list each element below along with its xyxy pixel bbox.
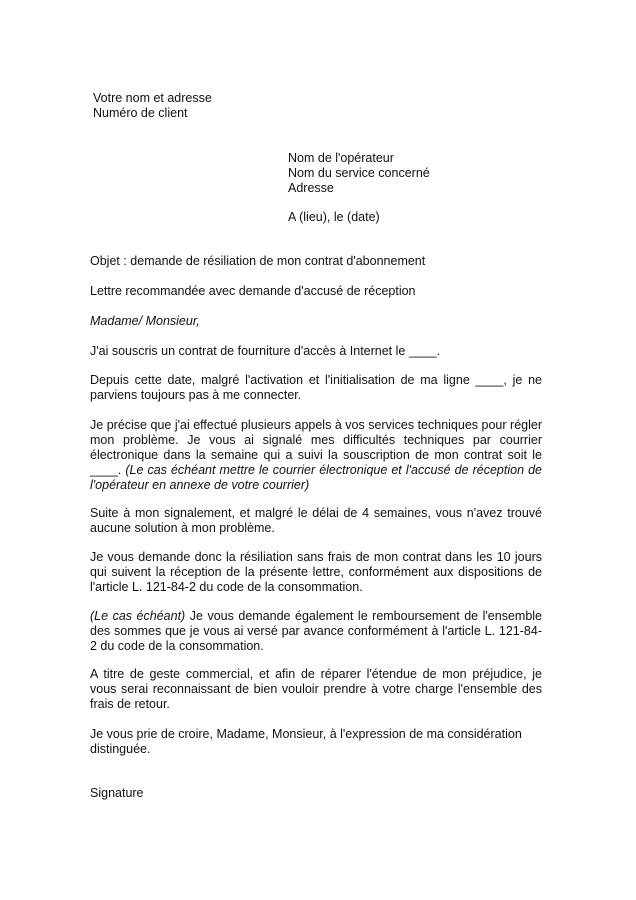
refund-text: Je vous demande également le remboursement de l'ensemble des sommes que je vous ai versé par avance conformément à l'article L. 121-84-2 du code de la consommation.: [90, 609, 542, 653]
refund-note: (Le cas échéant): [90, 609, 186, 623]
technical-calls-text: Je précise que j'ai effectué plusieurs appels à vos services techniques pour régler mon problème. Je vous ai signalé mes difficultés techniques par courrier électronique dans la semaine qui a suivi la souscription de mon contrat soit le ____.: [90, 418, 542, 477]
paragraph-contract: J'ai souscris un contrat de fourniture d'accès à Internet le ____.: [90, 344, 441, 358]
place-and-date: A (lieu), le (date): [288, 210, 380, 224]
letter-subject: Objet : demande de résiliation de mon contrat d'abonnement: [90, 254, 426, 268]
paragraph-termination-request: Je vous demande donc la résiliation sans frais de mon contrat dans les 10 jours qui suivent la réception de la présente lettre, conformément aux dispositions de l'article L. 121-84-2 du code de la consommation.: [90, 550, 542, 594]
registered-mail-notice: Lettre recommandée avec demande d'accusé de réception: [90, 284, 416, 298]
paragraph-no-solution: Suite à mon signalement, et malgré le délai de 4 semaines, vous n'avez trouvé aucune solution à mon problème.: [90, 506, 542, 535]
signature: Signature: [90, 786, 144, 800]
annex-note: (Le cas échéant mettre le courrier électronique et l'accusé de réception de l'opérateur en annexe de votre courrier): [90, 463, 542, 492]
sender-name-address: Votre nom et adresse: [93, 91, 212, 105]
salutation: Madame/ Monsieur,: [90, 314, 200, 328]
recipient-service: Nom du service concerné: [288, 166, 430, 180]
paragraph-refund-request: [90, 609, 542, 654]
paragraph-technical-calls: [90, 418, 542, 493]
paragraph-connection-issue: Depuis cette date, malgré l'activation et l'initialisation de ma ligne ____, je ne parviens toujours pas à me connecter.: [90, 373, 542, 402]
closing-formula: Je vous prie de croire, Madame, Monsieur, à l'expression de ma considération distinguée.: [90, 727, 522, 756]
recipient-address: Adresse: [288, 181, 334, 195]
paragraph-return-costs: A titre de geste commercial, et afin de réparer l'étendue de mon préjudice, je vous serai reconnaissant de bien vouloir prendre à votre charge l'ensemble des frais de retour.: [90, 667, 542, 711]
recipient-operator-name: Nom de l'opérateur: [288, 151, 394, 165]
sender-client-number: Numéro de client: [93, 106, 188, 120]
